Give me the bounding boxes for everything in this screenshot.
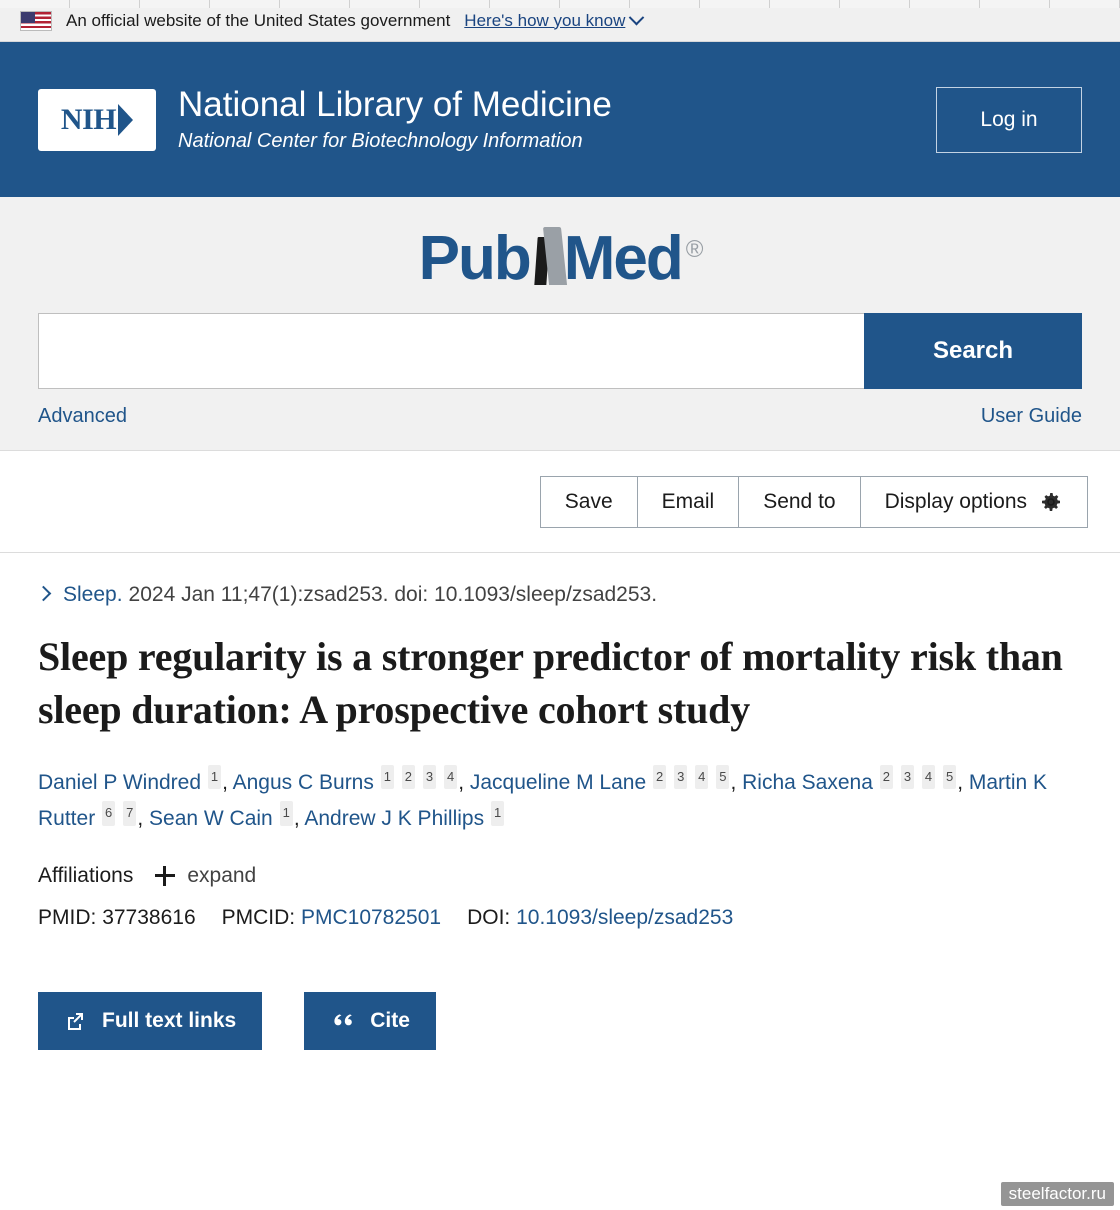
browser-tabstrip-edge <box>0 0 1120 8</box>
full-text-links-label: Full text links <box>102 1009 237 1033</box>
author-link[interactable]: Martin K Rutter <box>38 770 1048 831</box>
author-separator: , <box>730 770 743 794</box>
author-list <box>38 765 1082 839</box>
author-separator: , <box>293 807 305 831</box>
save-button[interactable]: Save <box>540 476 638 528</box>
author-affiliation-marker[interactable]: 3 <box>674 765 687 790</box>
author-affiliation-marker[interactable]: 4 <box>444 765 457 790</box>
email-button[interactable]: Email <box>637 476 740 528</box>
pmid-value: 37738616 <box>102 906 196 930</box>
search-input[interactable] <box>38 313 864 389</box>
author-link[interactable]: Jacqueline M Lane <box>469 770 647 794</box>
plus-icon[interactable] <box>155 866 175 886</box>
display-options-label: Display options <box>884 489 1027 513</box>
search-section <box>0 197 1120 451</box>
search-links <box>38 405 1082 428</box>
send-to-button[interactable]: Send to <box>738 476 860 528</box>
pmcid-label: PMCID: <box>221 906 296 930</box>
pubmed-book-icon <box>530 223 564 285</box>
doi-group <box>467 906 733 930</box>
nih-header-titles <box>178 86 612 154</box>
page-title: Sleep regularity is a stronger predictor of mortality risk than sleep duration: A prospective cohort study <box>38 634 1063 732</box>
journal-citation-line <box>38 583 1082 607</box>
pubmed-logo[interactable] <box>38 223 1082 295</box>
affiliations-row <box>38 864 1082 888</box>
external-link-icon <box>64 1010 86 1032</box>
watermark: steelfactor.ru <box>1001 1182 1114 1206</box>
cite-button[interactable] <box>304 992 436 1050</box>
author-affiliation-marker[interactable]: 4 <box>922 765 935 790</box>
doi-link[interactable]: 10.1093/sleep/zsad253 <box>516 906 734 930</box>
full-text-links-button[interactable] <box>38 992 262 1050</box>
ncbi-subtitle: National Center for Biotechnology Information <box>178 130 583 153</box>
pmcid-group <box>222 906 441 930</box>
expand-affiliations-button[interactable]: expand <box>187 864 257 888</box>
pmid-group <box>38 906 196 930</box>
journal-name-link[interactable]: Sleep. <box>63 583 123 606</box>
nih-logo-text: NIH <box>60 102 117 136</box>
article-section <box>0 553 1120 930</box>
chevron-down-icon[interactable] <box>629 10 645 26</box>
registered-mark: ® <box>685 236 702 264</box>
author-affiliation-marker[interactable]: 5 <box>943 765 956 790</box>
search-button[interactable]: Search <box>864 313 1082 389</box>
affiliations-label: Affiliations <box>38 864 134 888</box>
citation-details: 2024 Jan 11;47(1):zsad253. doi: 10.1093/sleep/zsad253. <box>128 583 658 606</box>
author-link[interactable]: Andrew J K Phillips <box>304 807 485 831</box>
gov-banner-text: An official website of the United States government <box>66 10 451 30</box>
author-affiliation-marker[interactable]: 1 <box>280 801 293 826</box>
us-flag-icon <box>20 11 52 31</box>
author-affiliation-marker[interactable]: 2 <box>880 765 893 790</box>
nih-header <box>0 42 1120 197</box>
author-affiliation-marker[interactable]: 1 <box>491 801 504 826</box>
doi-label: DOI: <box>467 906 511 930</box>
search-row <box>38 313 1082 389</box>
pubmed-wordmark <box>419 223 702 294</box>
author-separator: , <box>222 770 233 794</box>
author-separator: , <box>458 770 470 794</box>
action-bar <box>0 451 1120 553</box>
how-you-know-link[interactable] <box>464 11 625 31</box>
author-affiliation-marker[interactable]: 1 <box>381 765 394 790</box>
author-affiliation-marker[interactable]: 6 <box>102 801 115 826</box>
advanced-search-link[interactable]: Advanced <box>38 405 127 427</box>
pmcid-link[interactable]: PMC10782501 <box>300 906 442 930</box>
login-button[interactable]: Log in <box>936 87 1082 153</box>
display-options-button[interactable] <box>860 476 1088 528</box>
pubmed-logo-part2: Med <box>563 224 682 293</box>
gear-icon <box>1039 490 1063 514</box>
author-affiliation-marker[interactable]: 1 <box>208 765 221 790</box>
author-link[interactable]: Angus C Burns <box>232 770 374 794</box>
gov-banner <box>0 0 1120 42</box>
identifiers-row <box>38 906 1082 930</box>
author-link[interactable]: Daniel P Windred <box>38 770 202 794</box>
nih-logo[interactable] <box>38 89 156 151</box>
chevron-right-icon[interactable] <box>36 586 52 602</box>
author-affiliation-marker[interactable]: 4 <box>695 765 708 790</box>
author-affiliation-marker[interactable]: 2 <box>402 765 415 790</box>
cite-label: Cite <box>370 1009 410 1033</box>
bottom-button-row <box>0 992 1120 1050</box>
author-link[interactable]: Sean W Cain <box>149 807 273 831</box>
author-affiliation-marker[interactable]: 3 <box>901 765 914 790</box>
author-separator: , <box>957 770 969 794</box>
author-affiliation-marker[interactable]: 2 <box>653 765 666 790</box>
pubmed-logo-part1: Pub <box>418 224 530 293</box>
author-link[interactable]: Richa Saxena <box>742 770 873 794</box>
user-guide-link[interactable]: User Guide <box>980 405 1082 427</box>
how-you-know-label: Here's how you know <box>464 10 626 30</box>
nih-logo-arrow-icon <box>118 104 133 136</box>
author-separator: , <box>137 807 150 831</box>
author-affiliation-marker[interactable]: 3 <box>423 765 436 790</box>
pmid-label: PMID: <box>38 906 97 930</box>
quote-icon <box>330 1011 354 1031</box>
author-affiliation-marker[interactable]: 7 <box>123 801 136 826</box>
nlm-title: National Library of Medicine <box>178 84 612 124</box>
author-affiliation-marker[interactable]: 5 <box>716 765 729 790</box>
